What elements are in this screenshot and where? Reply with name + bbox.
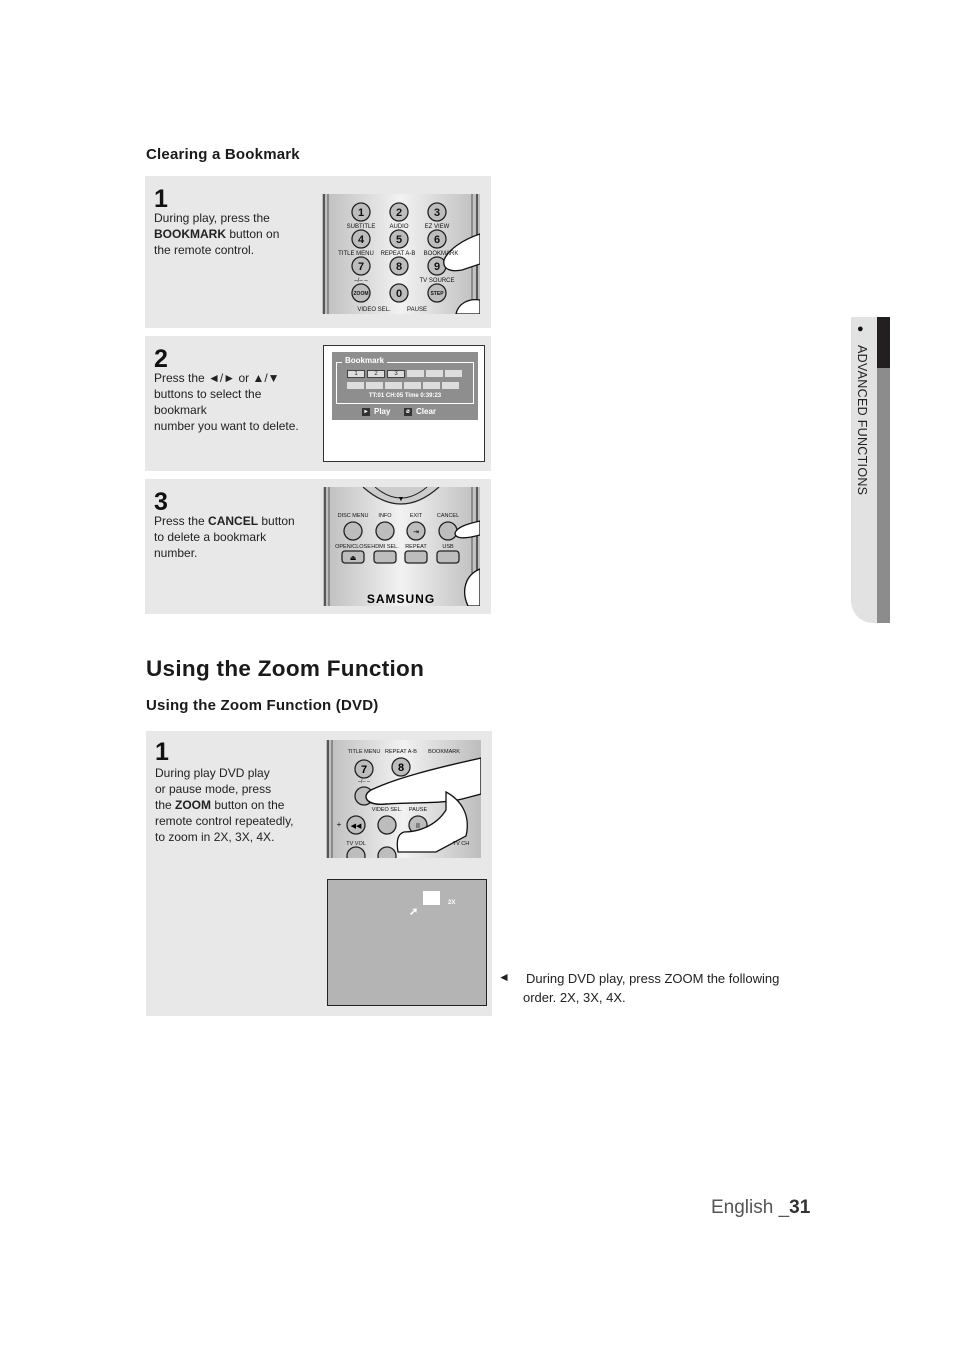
bookmark-slots-row-1 (347, 370, 462, 378)
step-instruction: Press the CANCEL button to delete a bookmark number. (154, 514, 295, 560)
samsung-logo: SAMSUNG (366, 592, 436, 606)
svg-text:0: 0 (395, 288, 403, 300)
svg-text:VIDEO SEL.: VIDEO SEL. (357, 307, 391, 313)
svg-text:▼: ▼ (397, 496, 405, 503)
clear-button[interactable]: ø Clear (404, 407, 436, 416)
svg-text:REPEAT: REPEAT (405, 544, 427, 550)
svg-text:3: 3 (433, 207, 441, 219)
step-2-panel (145, 336, 491, 471)
svg-text:PAUSE: PAUSE (407, 307, 427, 313)
svg-text:7: 7 (357, 261, 365, 273)
bookmark-slot-empty[interactable] (445, 370, 462, 377)
svg-text:7: 7 (360, 764, 368, 776)
svg-text:VIDEO SEL.: VIDEO SEL. (371, 807, 403, 813)
note-text-line-1: During DVD play, press ZOOM the following (526, 971, 780, 986)
bookmark-status: TT:01 CH:05 Time 0:39:23 (368, 393, 442, 399)
svg-text:1: 1 (357, 207, 365, 219)
svg-text:ZOOM: ZOOM (353, 291, 369, 297)
svg-text:REPEAT A-B: REPEAT A-B (380, 251, 416, 257)
svg-text:BOOKMARK: BOOKMARK (423, 251, 459, 257)
remote-control-illustration (326, 740, 481, 858)
step-1-panel (145, 176, 491, 328)
svg-text:II: II (416, 823, 420, 830)
bookmark-slot[interactable]: 1 (347, 370, 365, 378)
play-icon: ▸ (362, 408, 370, 416)
svg-text:BOOKMARK: BOOKMARK (428, 749, 460, 755)
svg-text:+: + (336, 820, 342, 829)
clear-icon: ø (404, 408, 412, 416)
bookmark-title: Bookmark (342, 356, 387, 365)
step-number: 1 (154, 185, 168, 213)
svg-text:9: 9 (433, 261, 441, 273)
zoom-step-1-panel (146, 731, 492, 1016)
step-3-panel (145, 479, 491, 614)
zoom-arrow-icon: ➚ (409, 906, 419, 918)
footer-language: English _ (711, 1197, 790, 1218)
step-number: 3 (154, 488, 168, 516)
step-instruction: During play, press the BOOKMARK button on the remote control. (154, 211, 280, 257)
svg-text:2: 2 (395, 207, 403, 219)
svg-text:4: 4 (357, 234, 365, 246)
section-subheading: Using the Zoom Function (DVD) (146, 697, 379, 714)
tab-dark-marker (877, 317, 890, 368)
svg-text:OPEN/CLOSE: OPEN/CLOSE (335, 544, 371, 550)
remote-control-illustration (323, 487, 480, 606)
svg-text:USB: USB (442, 544, 454, 550)
svg-text:8: 8 (395, 261, 403, 273)
svg-text:⇥: ⇥ (413, 529, 419, 536)
svg-text:EXIT: EXIT (409, 513, 423, 519)
tab-bullet-icon: ● (857, 323, 864, 335)
zoom-level-label: 2X (448, 900, 456, 906)
note-marker-icon: ◄ (498, 970, 510, 984)
svg-text:SUBTITLE: SUBTITLE (346, 224, 376, 230)
bookmark-slots-row-2 (347, 382, 459, 389)
section-heading-clearing-bookmark: Clearing a Bookmark (146, 146, 300, 163)
svg-text:STEP: STEP (430, 291, 444, 297)
step-number: 1 (155, 738, 169, 766)
svg-text:5: 5 (395, 234, 403, 246)
svg-text:8: 8 (397, 762, 405, 774)
svg-text:CANCEL: CANCEL (436, 513, 460, 519)
svg-text:PAUSE: PAUSE (408, 807, 428, 813)
svg-text:TV VOL: TV VOL (346, 841, 366, 847)
svg-text:AUDIO: AUDIO (389, 224, 409, 230)
chapter-side-tab (851, 317, 877, 623)
svg-text:◀◀: ◀◀ (350, 823, 362, 830)
svg-text:–/– –: –/– – (357, 779, 371, 785)
page-footer (711, 1197, 810, 1219)
zoom-screen-illustration (327, 879, 487, 1006)
remote-control-illustration (322, 194, 480, 314)
svg-text:HDMI SEL.: HDMI SEL. (371, 544, 399, 550)
play-button[interactable]: ▸ Play (362, 407, 390, 416)
step-instruction: During play DVD play or pause mode, press the ZOOM button on the remote control repeatedly, to zoom in 2X, 3X, 4X. (155, 766, 294, 844)
svg-text:REPEAT A-B: REPEAT A-B (385, 749, 417, 755)
bookmark-screen-illustration (323, 345, 485, 462)
bookmark-slot-empty[interactable] (407, 370, 424, 377)
bookmark-osd (332, 352, 478, 420)
bookmark-slot[interactable]: 3 (387, 370, 405, 378)
svg-text:TV SOURCE: TV SOURCE (419, 278, 455, 284)
bookmark-slot[interactable]: 2 (367, 370, 385, 378)
chapter-label: ADVANCED FUNCTIONS (855, 345, 869, 496)
step-instruction: Press the ◄/► or ▲/▼ buttons to select the bookmark number you want to delete. (154, 371, 299, 433)
svg-text:TITLE MENU: TITLE MENU (347, 749, 381, 755)
svg-text:EZ VIEW: EZ VIEW (424, 224, 450, 230)
step-number: 2 (154, 345, 168, 373)
svg-text:TITLE MENU: TITLE MENU (338, 251, 374, 257)
svg-text:INFO: INFO (378, 513, 392, 519)
svg-text:6: 6 (433, 234, 441, 246)
zoom-area-indicator (423, 891, 440, 905)
svg-text:⏏: ⏏ (349, 555, 357, 562)
page-section-title: Using the Zoom Function (146, 656, 425, 681)
bookmark-slot-empty[interactable] (426, 370, 443, 377)
svg-text:TV CH: TV CH (452, 841, 470, 847)
svg-text:–/– –: –/– – (354, 278, 368, 284)
svg-text:DISC MENU: DISC MENU (337, 513, 369, 519)
page-number: 31 (789, 1197, 811, 1218)
note-text-line-2: order. 2X, 3X, 4X. (523, 990, 626, 1005)
